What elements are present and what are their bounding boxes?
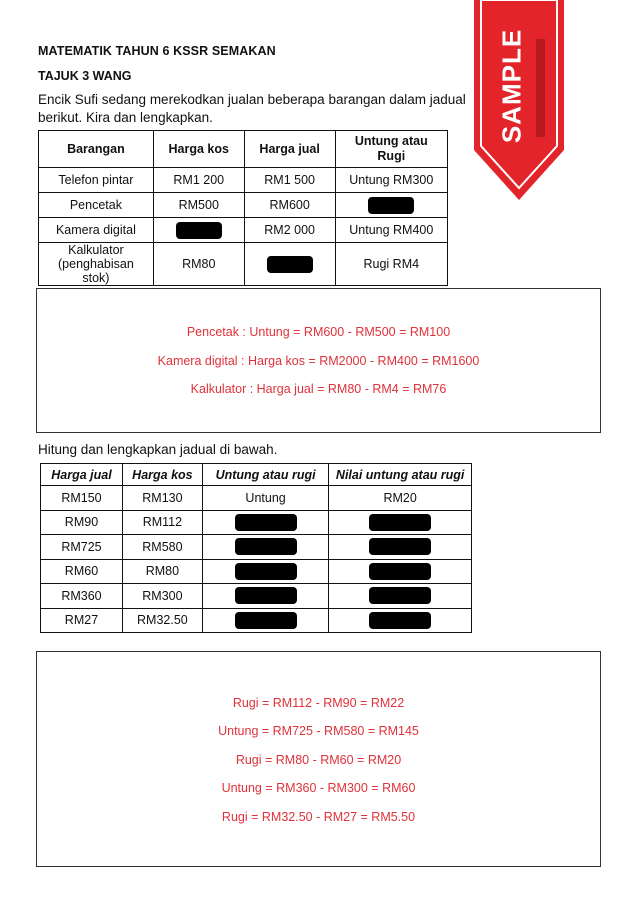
- redaction-block: [369, 538, 431, 555]
- redaction-block: [267, 256, 313, 273]
- table-row: [39, 168, 448, 193]
- redaction-block: [235, 587, 297, 604]
- cell: RM2 000: [244, 218, 335, 243]
- answer-line: Rugi = RM112 - RM90 = RM22: [232, 696, 405, 710]
- instruction-part1: [38, 91, 478, 127]
- sales-table: [38, 130, 448, 286]
- cell: RM300: [122, 584, 202, 609]
- cell: RM90: [41, 510, 123, 535]
- cell: RM725: [41, 535, 123, 560]
- profit-loss-table: [40, 463, 472, 633]
- cell: RM27: [41, 608, 123, 633]
- header-harga-jual: Harga jual: [244, 131, 335, 168]
- header-barangan: Barangan: [39, 131, 154, 168]
- cell: [329, 535, 472, 560]
- cell: RM80: [153, 243, 244, 286]
- cell: [329, 559, 472, 584]
- redaction-block: [368, 197, 414, 214]
- cell: Kalkulator (penghabisan stok): [39, 243, 154, 286]
- answer-box-1: [36, 288, 601, 433]
- cell: RM80: [122, 559, 202, 584]
- header-harga-jual: Harga jual: [41, 464, 123, 486]
- answer-line: Rugi = RM80 - RM60 = RM20: [235, 753, 402, 767]
- cell: RM150: [41, 486, 123, 511]
- sales-table-header: [39, 131, 448, 168]
- cell: Rugi RM4: [335, 243, 447, 286]
- redaction-block: [235, 514, 297, 531]
- worksheet-title: MATEMATIK TAHUN 6 KSSR SEMAKAN: [38, 44, 276, 58]
- cell: [202, 535, 328, 560]
- redaction-block: [235, 563, 297, 580]
- table-row: [39, 193, 448, 218]
- topic-title: TAJUK 3 WANG: [38, 69, 132, 83]
- cell: Untung: [202, 486, 328, 511]
- cell: [335, 193, 447, 218]
- cell: [153, 218, 244, 243]
- table-row: [41, 486, 472, 511]
- header-untung-rugi: Untung atau Rugi: [335, 131, 447, 168]
- instruction-part1-line2: berikut. Kira dan lengkapkan.: [38, 110, 213, 125]
- header-harga-kos: Harga kos: [153, 131, 244, 168]
- answer-line: Kalkulator : Harga jual = RM80 - RM4 = RM76: [190, 382, 447, 396]
- table-row: [41, 584, 472, 609]
- redaction-block: [369, 612, 431, 629]
- cell: RM130: [122, 486, 202, 511]
- redaction-block: [235, 612, 297, 629]
- cell: [202, 608, 328, 633]
- cell: [329, 608, 472, 633]
- cell: RM60: [41, 559, 123, 584]
- cell: [202, 510, 328, 535]
- cell: Telefon pintar: [39, 168, 154, 193]
- cell: [202, 559, 328, 584]
- cell: RM360: [41, 584, 123, 609]
- profit-loss-table-header: [41, 464, 472, 486]
- cell: RM20: [329, 486, 472, 511]
- cell: RM1 500: [244, 168, 335, 193]
- redaction-block: [235, 538, 297, 555]
- redaction-block: [369, 587, 431, 604]
- cell: [329, 510, 472, 535]
- table-row: [41, 608, 472, 633]
- cell: [244, 243, 335, 286]
- answer-box-2: [36, 651, 601, 867]
- cell: RM580: [122, 535, 202, 560]
- answer-line: Rugi = RM32.50 - RM27 = RM5.50: [221, 810, 416, 824]
- header-nilai: Nilai untung atau rugi: [329, 464, 472, 486]
- cell: RM500: [153, 193, 244, 218]
- table-row: [39, 243, 448, 286]
- answer-line: Untung = RM725 - RM580 = RM145: [218, 724, 419, 738]
- header-harga-kos: Harga kos: [122, 464, 202, 486]
- cell: RM1 200: [153, 168, 244, 193]
- header-untung-rugi: Untung atau rugi: [202, 464, 328, 486]
- redaction-block: [369, 514, 431, 531]
- cell: Kamera digital: [39, 218, 154, 243]
- ribbon-strip: [536, 39, 545, 137]
- cell: [329, 584, 472, 609]
- cell: RM112: [122, 510, 202, 535]
- answer-line: Kamera digital : Harga kos = RM2000 - RM400 = RM1600: [157, 354, 480, 368]
- redaction-block: [176, 222, 222, 239]
- redaction-block: [369, 563, 431, 580]
- table-row: [41, 510, 472, 535]
- answer-line: Untung = RM360 - RM300 = RM60: [221, 781, 416, 795]
- cell: RM600: [244, 193, 335, 218]
- cell: Untung RM300: [335, 168, 447, 193]
- instruction-part2: Hitung dan lengkapkan jadual di bawah.: [38, 442, 278, 457]
- table-row: [39, 218, 448, 243]
- cell: Untung RM400: [335, 218, 447, 243]
- answer-line: Pencetak : Untung = RM600 - RM500 = RM100: [186, 325, 451, 339]
- cell: Pencetak: [39, 193, 154, 218]
- cell: RM32.50: [122, 608, 202, 633]
- table-row: [41, 559, 472, 584]
- instruction-part1-line1: Encik Sufi sedang merekodkan jualan beberapa barangan dalam jadual: [38, 92, 466, 107]
- sample-watermark-text: SAMPLE: [496, 28, 527, 144]
- cell: [202, 584, 328, 609]
- table-row: [41, 535, 472, 560]
